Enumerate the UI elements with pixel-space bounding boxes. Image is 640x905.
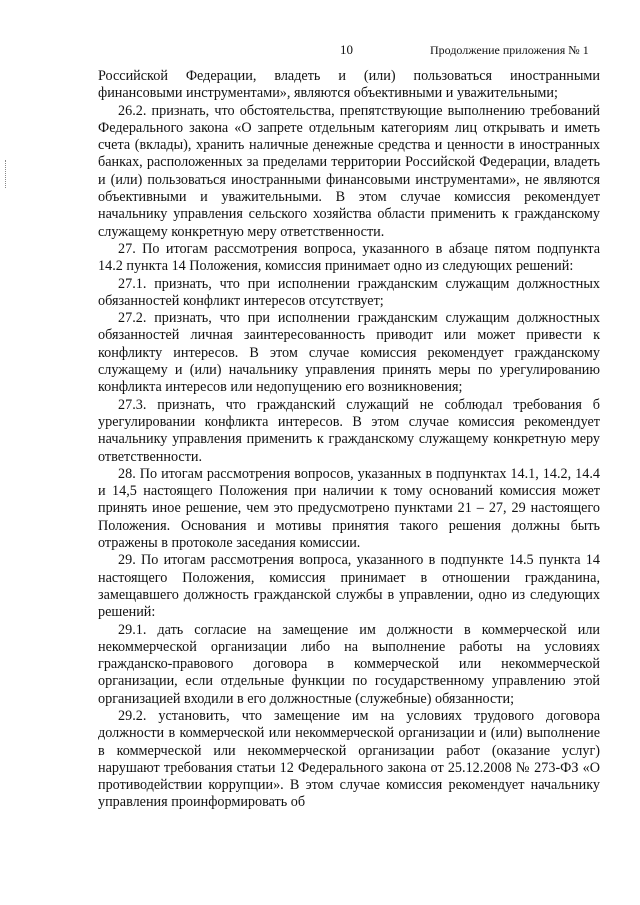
paragraph-27-3: 27.3. признать, что гражданский служащий не соблюдал требования б урегулировании конфликта интересов. В этом случае комиссия рекомендует начальнику управления применить к гражданскому служащему конкретную меру ответственности. — [98, 396, 600, 465]
paragraph-27: 27. По итогам рассмотрения вопроса, указанного в абзаце пятом подпункта 14.2 пункта 14 Положения, комиссия принимает одно из следующих решений: — [98, 240, 600, 275]
paragraph-26-2: 26.2. признать, что обстоятельства, препятствующие выполнению требований Федерального закона «О запрете отдельным категориям лиц открывать и иметь счета (вклады), хранить наличные денежные средства и ценности в иностранных банках, расположенных за пределами территории Российской Федерации, владеть и (или) пользоваться иностранными финансовыми инструментами», не являются объективными и уважительными. В этом случае комиссия рекомендует начальнику управления сельского хозяйства области применить к гражданскому служащему конкретную меру ответственности. — [98, 102, 600, 240]
paragraph-29: 29. По итогам рассмотрения вопроса, указанного в подпункте 14.5 пункта 14 настоящего Положения, комиссия принимает в отношении гражданина, замещавшего должность гражданской службы в управлении, одно из следующих решений: — [98, 552, 600, 621]
scan-margin-marks — [5, 160, 9, 188]
paragraph-continuation: Российской Федерации, владеть и (или) пользоваться иностранными финансовыми инструментами», являются объективными и уважительными; — [98, 68, 600, 102]
paragraph-27-1: 27.1. признать, что при исполнении гражданским служащим должностных обязанностей конфликт интересов отсутствует; — [98, 275, 600, 309]
paragraph-28: 28. По итогам рассмотрения вопросов, указанных в подпунктах 14.1, 14.2, 14.4 и 14,5 настоящего Положения при наличии к тому оснований комиссия может принять иное решение, чем это предусмотрено пунктами 21 – 27, 29 настоящего Положения. Основания и мотивы принятия такого решения должны быть отражены в протоколе заседания комиссии. — [98, 465, 600, 552]
paragraph-29-2: 29.2. установить, что замещение им на условиях трудового договора должности в коммерческой или некоммерческой организации и (или) выполнение в коммерческой или некоммерческой организации работ (оказание услуг) нарушают требования статьи 12 Федерального закона от 25.12.2008 № 273-ФЗ «О противодействии коррупции». В этом случае комиссия рекомендует начальнику управления проинформировать об — [98, 707, 600, 811]
paragraph-27-2: 27.2. признать, что при исполнении гражданским служащим должностных обязанностей личная заинтересованность приводит или может привести к конфликту интересов. В этом случае комиссия рекомендует гражданскому служащему и (или) начальнику управления принять меры по урегулированию конфликта интересов или недопущению его возникновения; — [98, 310, 600, 396]
appendix-note: Продолжение приложения № 1 — [430, 43, 589, 57]
paragraph-29-1: 29.1. дать согласие на замещение им должности в коммерческой или некоммерческой организации либо на выполнение работы на условиях гражданско-правового договора в коммерческой или некоммерческой организации, если отдельные функции по государственному управлению этой организацией входили в его должностные (служебные) обязанности; — [98, 621, 600, 707]
page-number: 10 — [340, 42, 353, 57]
document-body — [98, 68, 600, 812]
